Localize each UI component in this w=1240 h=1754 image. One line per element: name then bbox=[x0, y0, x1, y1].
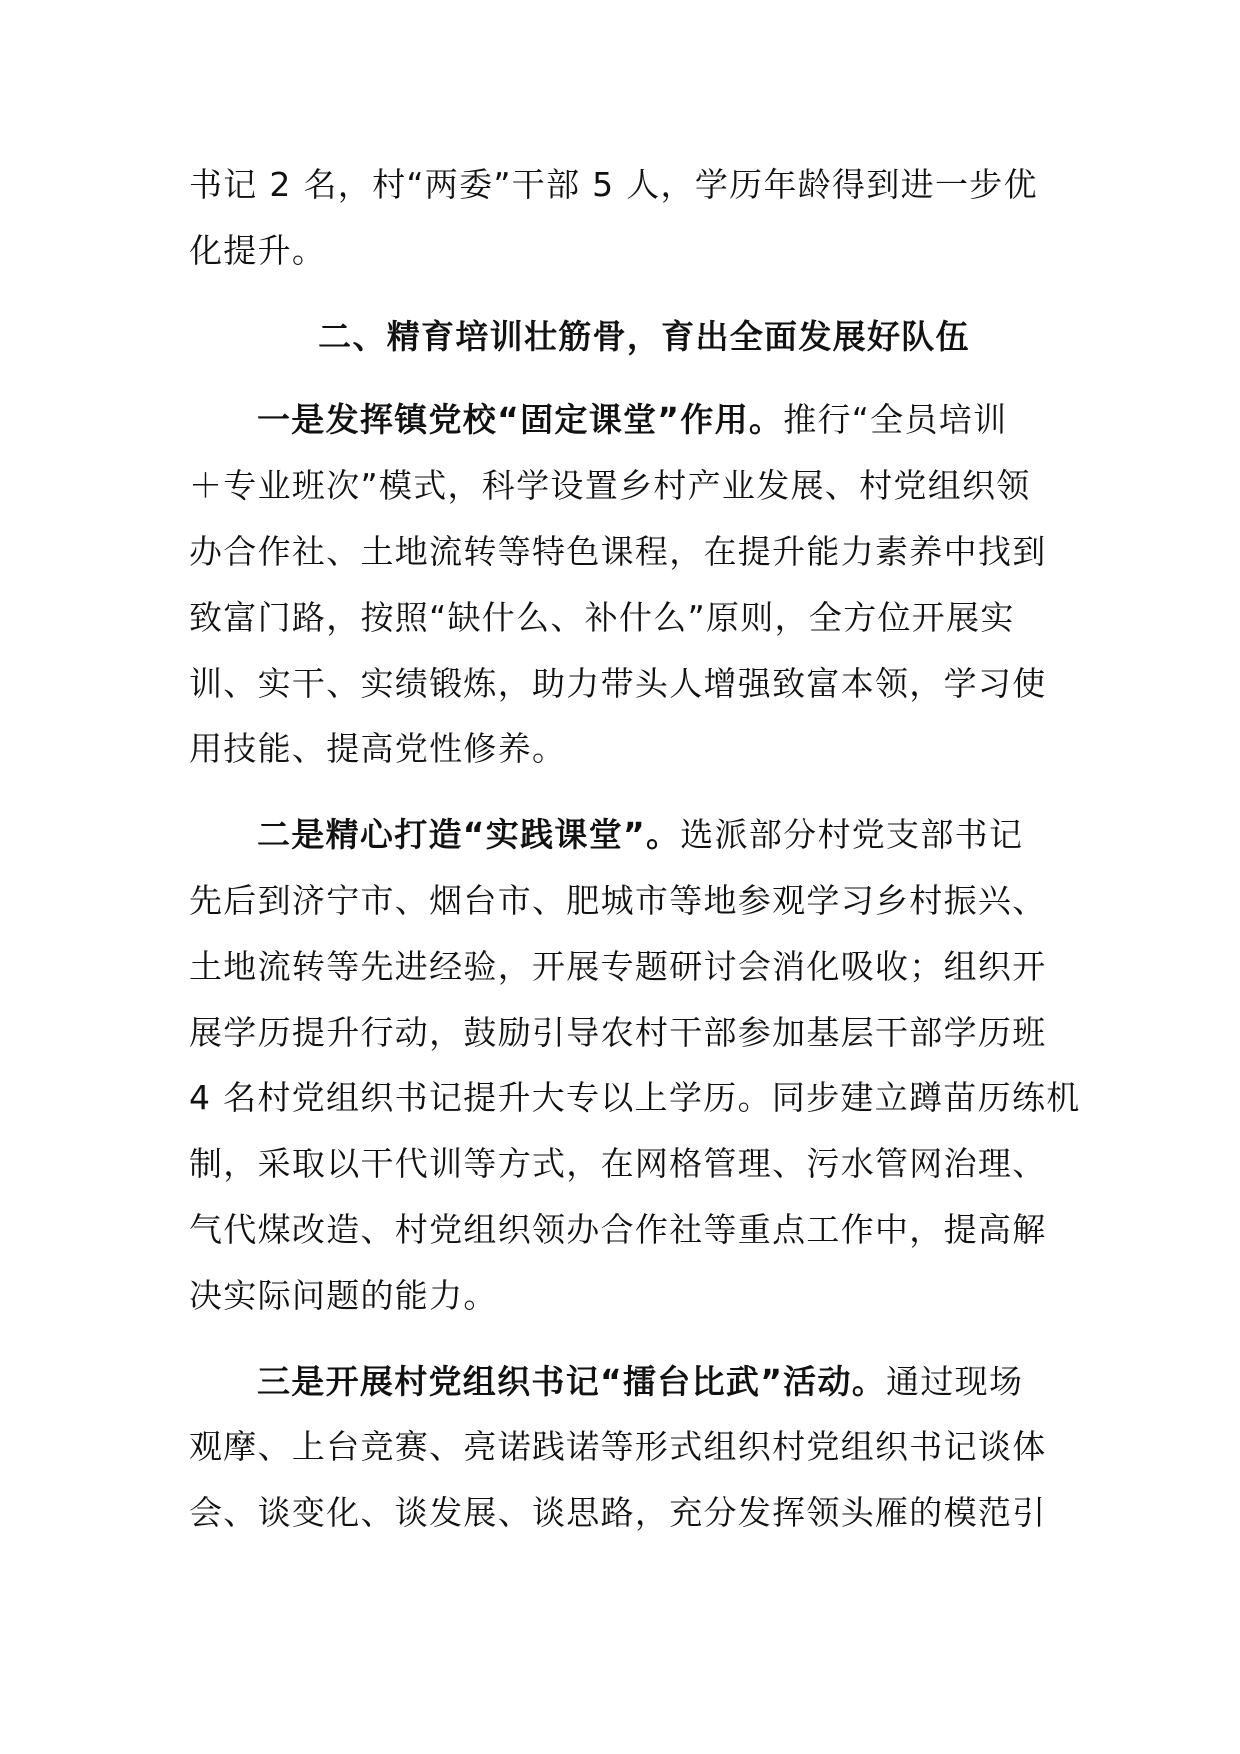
paragraph-lead: 二是精心打造“实践课堂”。 bbox=[257, 815, 681, 855]
text-line: 土地流转等先进经验，开展专题研讨会消化吸收；组织开 bbox=[189, 946, 1047, 986]
text-line: 致富门路，按照“缺什么、补什么”原则，全方位开展实 bbox=[189, 597, 1015, 637]
section-heading: 二、精育培训壮筋骨，育出全面发展好队伍 bbox=[318, 316, 970, 356]
paragraph-arena-contest bbox=[189, 1349, 1059, 1546]
text-line: 用技能、提高党性修养。 bbox=[189, 729, 567, 769]
first-line bbox=[189, 387, 1059, 453]
paragraph-lead: 三是开展村党组织书记“擂台比武”活动。 bbox=[257, 1361, 887, 1401]
text-line: 制，采取以干代训等方式，在网格管理、污水管网治理、 bbox=[189, 1144, 1047, 1184]
first-line bbox=[189, 1349, 1059, 1415]
text-line: ＋专业班次”模式，科学设置乡村产业发展、村党组织领 bbox=[189, 466, 1031, 506]
text-line: 气代煤改造、村党组织领办合作社等重点工作中，提高解 bbox=[189, 1209, 1047, 1249]
paragraph-spacer bbox=[189, 782, 1059, 802]
paragraph-lead: 一是发挥镇党校“固定课堂”作用。 bbox=[257, 400, 784, 440]
text-line: 展学历提升行动，鼓励引导农村干部参加基层干部学历班 bbox=[189, 1012, 1047, 1052]
text-line: 先后到济宁市、烟台市、肥城市等地参观学习乡村振兴、 bbox=[189, 880, 1047, 920]
text-line: 观摩、上台竞赛、亮诺践诺等形式组织村党组织书记谈体 bbox=[189, 1427, 1047, 1467]
paragraph-fixed-classroom bbox=[189, 387, 1059, 782]
paragraph-spacer bbox=[189, 1329, 1059, 1349]
text-run: 通过现场 bbox=[886, 1361, 1024, 1401]
text-line: 4 名村党组织书记提升大专以上学历。同步建立蹲苗历练机 bbox=[189, 1078, 1081, 1118]
text-line: 会、谈变化、谈发展、谈思路，充分发挥领头雁的模范引 bbox=[189, 1493, 1047, 1533]
intro-paragraph bbox=[189, 152, 1059, 284]
document-body bbox=[189, 152, 1081, 1546]
text-line: 训、实干、实绩锻炼，助力带头人增强致富本领，学习使 bbox=[189, 663, 1047, 703]
text-line: 办合作社、土地流转等特色课程，在提升能力素养中找到 bbox=[189, 531, 1047, 571]
text-line: 决实际问题的能力。 bbox=[189, 1275, 498, 1315]
text-line: 化提升。 bbox=[189, 230, 327, 270]
text-line: 书记 2 名，村“两委”干部 5 人，学历年龄得到进一步优 bbox=[189, 165, 1038, 204]
text-run: 推行“全员培训 bbox=[783, 400, 1008, 440]
paragraph-practice-classroom bbox=[189, 802, 1081, 1328]
first-line bbox=[189, 802, 1059, 868]
text-run: 选派部分村党支部书记 bbox=[680, 815, 1024, 855]
